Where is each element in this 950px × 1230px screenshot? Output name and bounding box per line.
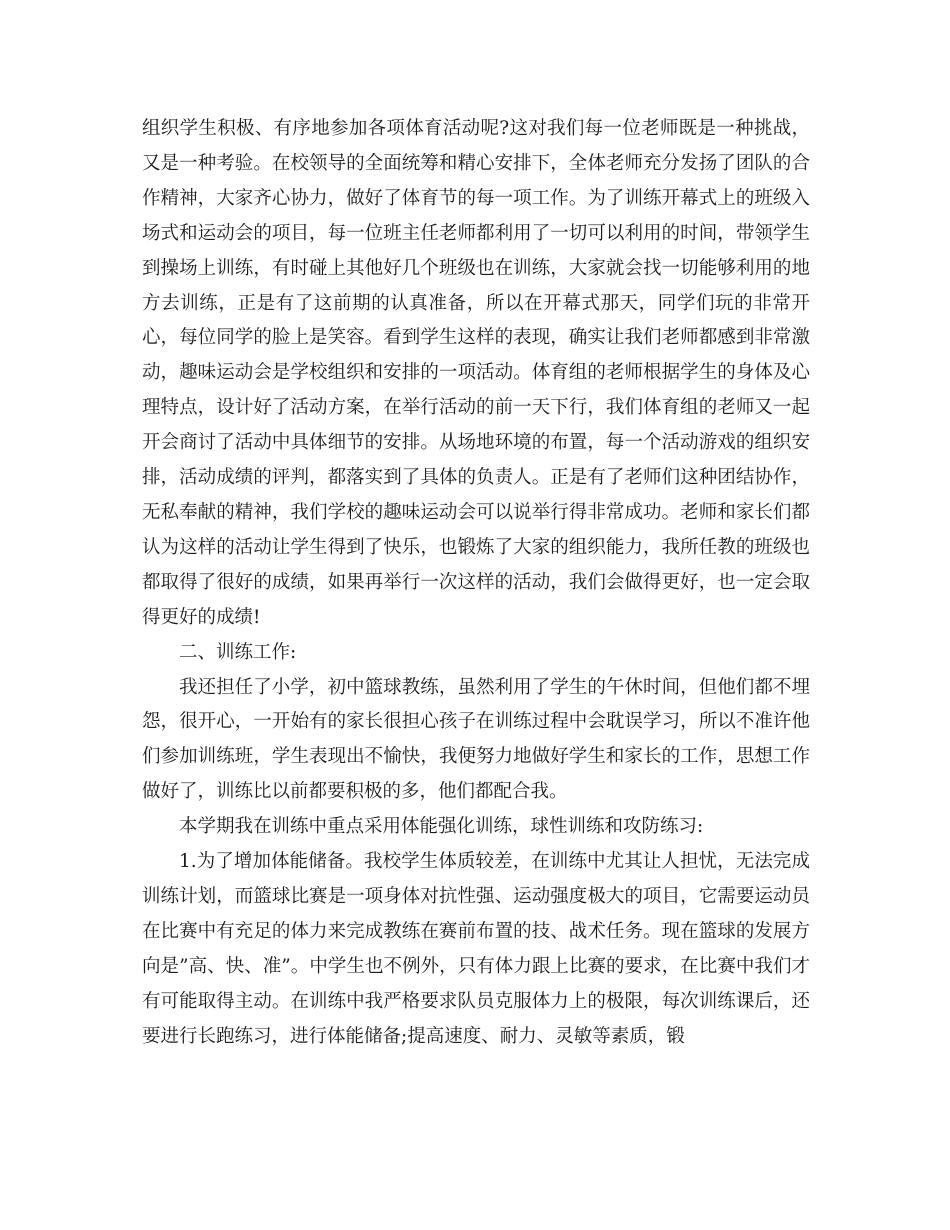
document-body xyxy=(142,112,810,1054)
paragraph-training-focus: 本学期我在训练中重点采用体能强化训练，球性训练和攻防练习: xyxy=(179,816,704,838)
paragraph-basketball-coach: 我还担任了小学，初中篮球教练，虽然利用了学生的午休时间，但他们都不埋怨，很开心，一开始有的家长很担心孩子在训练过程中会耽误学习，所以不准许他们参加训练班，学生表现出不愉快，我便努力地做好学生和家长的工作，思想工作做好了，训练比以前都要积极的多，他们都配合我。 xyxy=(142,676,810,803)
paragraph-stamina-training: 1.为了增加体能储备。我校学生体质较差，在训练中尤其让人担忧，无法完成训练计划，而篮球比赛是一项身体对抗性强、运动强度极大的项目，它需要运动员在比赛中有充足的体力来完成教练在赛前布置的技、战术任务。现在篮球的发展方向是”高、快、准”。中学生也不例外，只有体力跟上比赛的要求，在比赛中我们才有可能取得主动。在训练中我严格要求队员克服体力上的极限，每次训练课后，还要进行长跑练习，进行体能储备;提高速度、耐力、灵敏等素质，锻 xyxy=(142,851,810,1047)
paragraph-sports-festival: 组织学生积极、有序地参加各项体育活动呢?这对我们每一位老师既是一种挑战，又是一种考验。在校领导的全面统筹和精心安排下，全体老师充分发扬了团队的合作精神，大家齐心协力，做好了体育节的每一项工作。为了训练开幕式上的班级入场式和运动会的项目，每一位班主任老师都利用了一切可以利用的时间，带领学生到操场上训练，有时碰上其他好几个班级也在训练，大家就会找一切能够利用的地方去训练，正是有了这前期的认真准备，所以在开幕式那天，同学们玩的非常开心，每位同学的脸上是笑容。看到学生这样的表现，确实让我们老师都感到非常激动，趣味运动会是学校组织和安排的一项活动。体育组的老师根据学生的身体及心理特点，设计好了活动方案，在举行活动的前一天下行，我们体育组的老师又一起开会商讨了活动中具体细节的安排。从场地环境的布置，每一个活动游戏的组织安排，活动成绩的评判，都落实到了具体的负责人。正是有了老师们这种团结协作，无私奉献的精神，我们学校的趣味运动会可以说举行得非常成功。老师和家长们都认为这样的活动让学生得到了快乐，也锻炼了大家的组织能力，我所任教的班级也都取得了很好的成绩，如果再举行一次这样的活动，我们会做得更好，也一定会取得更好的成绩! xyxy=(142,118,810,628)
section-heading-training: 二、训练工作: xyxy=(179,641,297,663)
